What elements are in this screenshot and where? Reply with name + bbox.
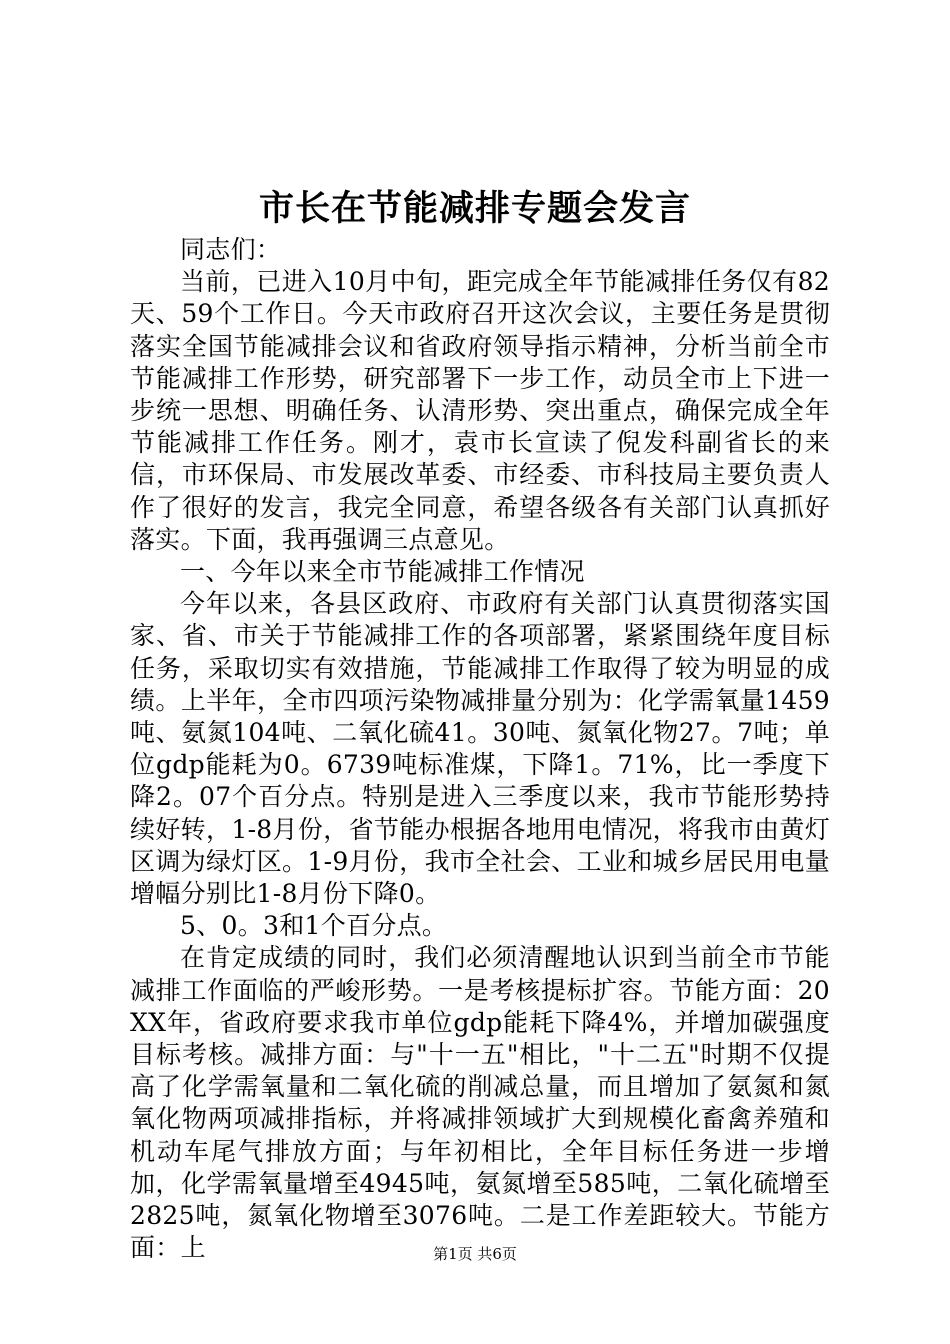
salutation-paragraph: 同志们：: [180, 235, 282, 264]
page-footer: 第1页 共6页: [433, 1245, 517, 1263]
continuation-paragraph: 5、0。3和1个百分点。: [180, 911, 448, 941]
achievements-paragraph: 今年以来，各县区政府、市政府有关部门认真贯彻落实国家、省、市关于节能减排工作的各项部署，紧紧围绕年度目标任务，采取切实有效措施，节能减排工作取得了较为明显的成绩。上半年，全市四项污染物减排量分别为：化学需氧量1459吨、氨氮104吨、二氧化硫41。30吨、氮氧化物27。7吨；单位gdp能耗为0。6739吨标准煤，下降1。71%，比一季度下降2。07个百分点。特别是进入三季度以来，我市节能形势持续好转，1-8月份，省节能办根据各地用电情况，将我市由黄灯区调为绿灯区。1-9月份，我市全社会、工业和城乡居民用电量增幅分别比1-8月份下降0。: [130, 589, 830, 909]
document-title: 市长在节能减排专题会发言: [258, 188, 691, 229]
section-heading-1: 一、今年以来全市节能减排工作情况: [180, 557, 585, 587]
document-body: [130, 234, 830, 1265]
intro-paragraph: 当前，已进入10月中旬，距完成全年节能减排任务仅有82天、59个工作日。今天市政府召开这次会议，主要任务是贯彻落实全国节能减排会议和省政府领导指示精神，分析当前全市节能减排工作形势，研究部署下一步工作，动员全市上下进一步统一思想、明确任务、认清形势、突出重点，确保完成全年节能减排工作任务。刚才，袁市长宣读了倪发科副省长的来信，市环保局、市发展改革委、市经委、市科技局主要负责人作了很好的发言，我完全同意，希望各级各有关部门认真抓好落实。下面，我再强调三点意见。: [130, 267, 830, 554]
challenges-paragraph: 在肯定成绩的同时，我们必须清醒地认识到当前全市节能减排工作面临的严峻形势。一是考核提标扩容。节能方面：20XX年，省政府要求我市单位gdp能耗下降4%，并增加碳强度目标考核。减排方面：与"十一五"相比，"十二五"时期不仅提高了化学需氧量和二氧化硫的削减总量，而且增加了氨氮和氮氧化物两项减排指标，并将减排领域扩大到规模化畜禽养殖和机动车尾气排放方面；与年初相比，全年目标任务进一步增加，化学需氧量增至4945吨，氨氮增至585吨，二氧化硫增至2825吨，氮氧化物增至3076吨。二是工作差距较大。节能方面：上: [130, 943, 830, 1263]
